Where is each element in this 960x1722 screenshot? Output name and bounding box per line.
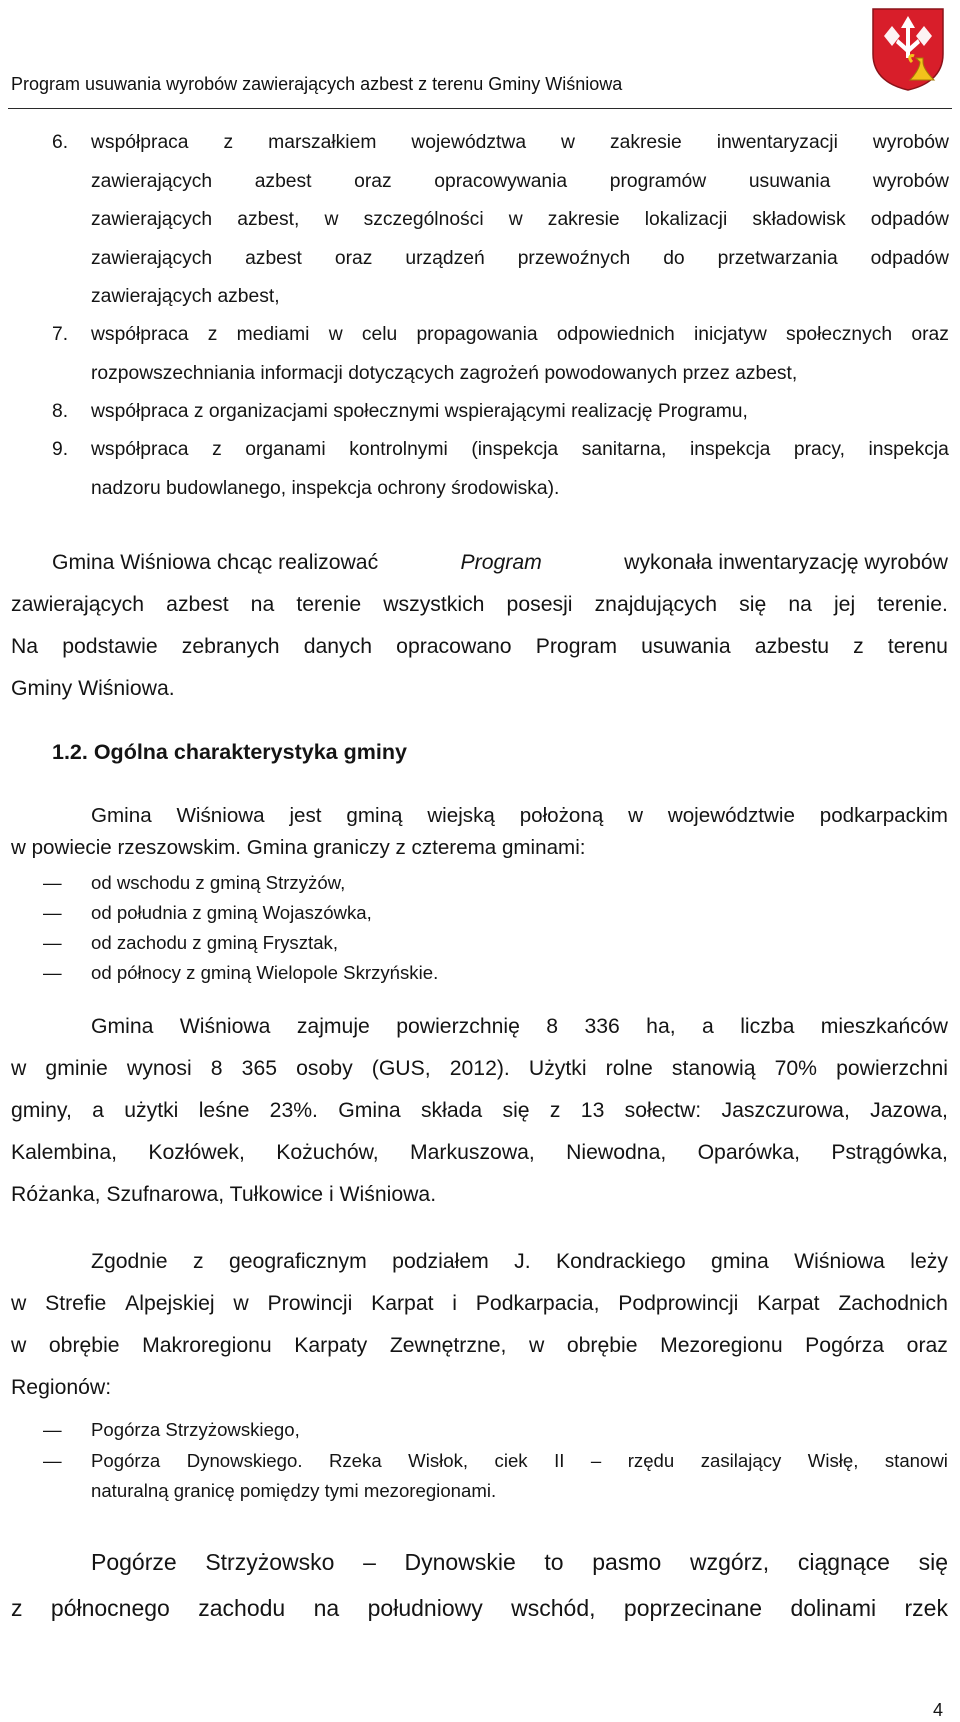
paragraph-line: w gminie wynosi 8 365 osoby (GUS, 2012). Użytki rolne stanowią 70% powierzchni	[11, 1057, 948, 1080]
paragraph-line: Gmina Wiśniowa jest gminą wiejską położoną w województwie podkarpackim	[91, 804, 948, 827]
list-line: współpraca z organizacjami społecznymi wspierającymi realizację Programu,	[91, 401, 748, 422]
header-divider	[8, 108, 952, 109]
paragraph-line: Kalembina, Kozłówek, Kożuchów, Markuszowa, Niewodna, Oparówka, Pstrągówka,	[11, 1141, 948, 1164]
list-item-text: Pogórza Strzyżowskiego,	[91, 1419, 300, 1440]
section-heading: 1.2. Ogólna charakterystyka gminy	[52, 740, 407, 764]
paragraph-line: zawierających azbest na terenie wszystkich posesji znajdujących się na jej terenie.	[11, 593, 948, 616]
document-header-title: Program usuwania wyrobów zawierających azbest z terenu Gminy Wiśniowa	[11, 74, 623, 94]
list-item-text: od wschodu z gminą Strzyżów,	[91, 872, 346, 893]
coat-of-arms-icon	[870, 6, 946, 92]
list-line: zawierających azbest oraz urządzeń przewoźnych do przetwarzania odpadów	[91, 248, 949, 269]
list-line: zawierających azbest oraz opracowywania programów usuwania wyrobów	[91, 171, 949, 192]
list-line: zawierających azbest,	[91, 286, 280, 307]
paragraph-line: Pogórze Strzyżowsko – Dynowskie to pasmo wzgórz, ciągnące się	[91, 1549, 948, 1575]
paragraph-line: z północnego zachodu na południowy wschód, poprzecinane dolinami rzek	[11, 1595, 948, 1621]
paragraph-line: w powiecie rzeszowskim. Gmina graniczy z czterema gminami:	[11, 836, 586, 859]
page-number: 4	[933, 1700, 944, 1720]
list-number: 8.	[52, 401, 69, 422]
dash-bullet: —	[43, 962, 62, 983]
list-number: 9.	[52, 439, 69, 460]
dash-bullet: —	[43, 1450, 62, 1471]
list-line: zawierających azbest, w szczególności w zakresie lokalizacji składowisk odpadów	[91, 209, 949, 230]
list-number: 7.	[52, 324, 69, 345]
list-number: 6.	[52, 132, 69, 153]
text-span: wykonała inwentaryzację wyrobów	[624, 551, 948, 574]
paragraph-line: w obrębie Makroregionu Karpaty Zewnętrzne, w obrębie Mezoregionu Pogórza oraz	[11, 1334, 948, 1357]
list-line: nadzoru budowlanego, inspekcja ochrony środowiska).	[91, 478, 560, 499]
list-line: rozpowszechniania informacji dotyczących zagrożeń powodowanych przez azbest,	[91, 363, 798, 384]
paragraph-line	[52, 551, 948, 575]
paragraph-line: Na podstawie zebranych danych opracowano Program usuwania azbestu z terenu	[11, 635, 948, 658]
paragraph-line: Gmina Wiśniowa zajmuje powierzchnię 8 336 ha, a liczba mieszkańców	[91, 1015, 948, 1038]
paragraph-line: Gminy Wiśniowa.	[11, 677, 175, 700]
paragraph-line: Zgodnie z geograficznym podziałem J. Kondrackiego gmina Wiśniowa leży	[91, 1250, 948, 1273]
list-item-text: od zachodu z gminą Frysztak,	[91, 932, 338, 953]
dash-bullet: —	[43, 1419, 62, 1440]
list-item-text: Pogórza Dynowskiego. Rzeka Wisłok, ciek II – rzędu zasilający Wisłę, stanowi	[91, 1450, 948, 1471]
program-italic: Program	[460, 551, 542, 574]
text-span: Gmina Wiśniowa chcąc realizować	[52, 551, 379, 574]
list-item-text: od północy z gminą Wielopole Skrzyńskie.	[91, 962, 439, 983]
paragraph-line: gminy, a użytki leśne 23%. Gmina składa się z 13 sołectw: Jaszczurowa, Jazowa,	[11, 1099, 948, 1122]
list-line: współpraca z organami kontrolnymi (inspekcja sanitarna, inspekcja pracy, inspekcja	[91, 439, 949, 460]
dash-bullet: —	[43, 902, 62, 923]
list-item-text: naturalną granicę pomiędzy tymi mezoregionami.	[91, 1480, 497, 1501]
list-line: współpraca z marszałkiem województwa w zakresie inwentaryzacji wyrobów	[91, 132, 949, 153]
paragraph-line: Regionów:	[11, 1376, 112, 1399]
list-item-text: od południa z gminą Wojaszówka,	[91, 902, 372, 923]
dash-bullet: —	[43, 872, 62, 893]
dash-bullet: —	[43, 932, 62, 953]
paragraph-line: w Strefie Alpejskiej w Prowincji Karpat i Podkarpacia, Podprowincji Karpat Zachodnich	[11, 1292, 948, 1315]
list-line: współpraca z mediami w celu propagowania odpowiednich inicjatyw społecznych oraz	[91, 324, 949, 345]
paragraph-line: Różanka, Szufnarowa, Tułkowice i Wiśniowa.	[11, 1183, 437, 1206]
